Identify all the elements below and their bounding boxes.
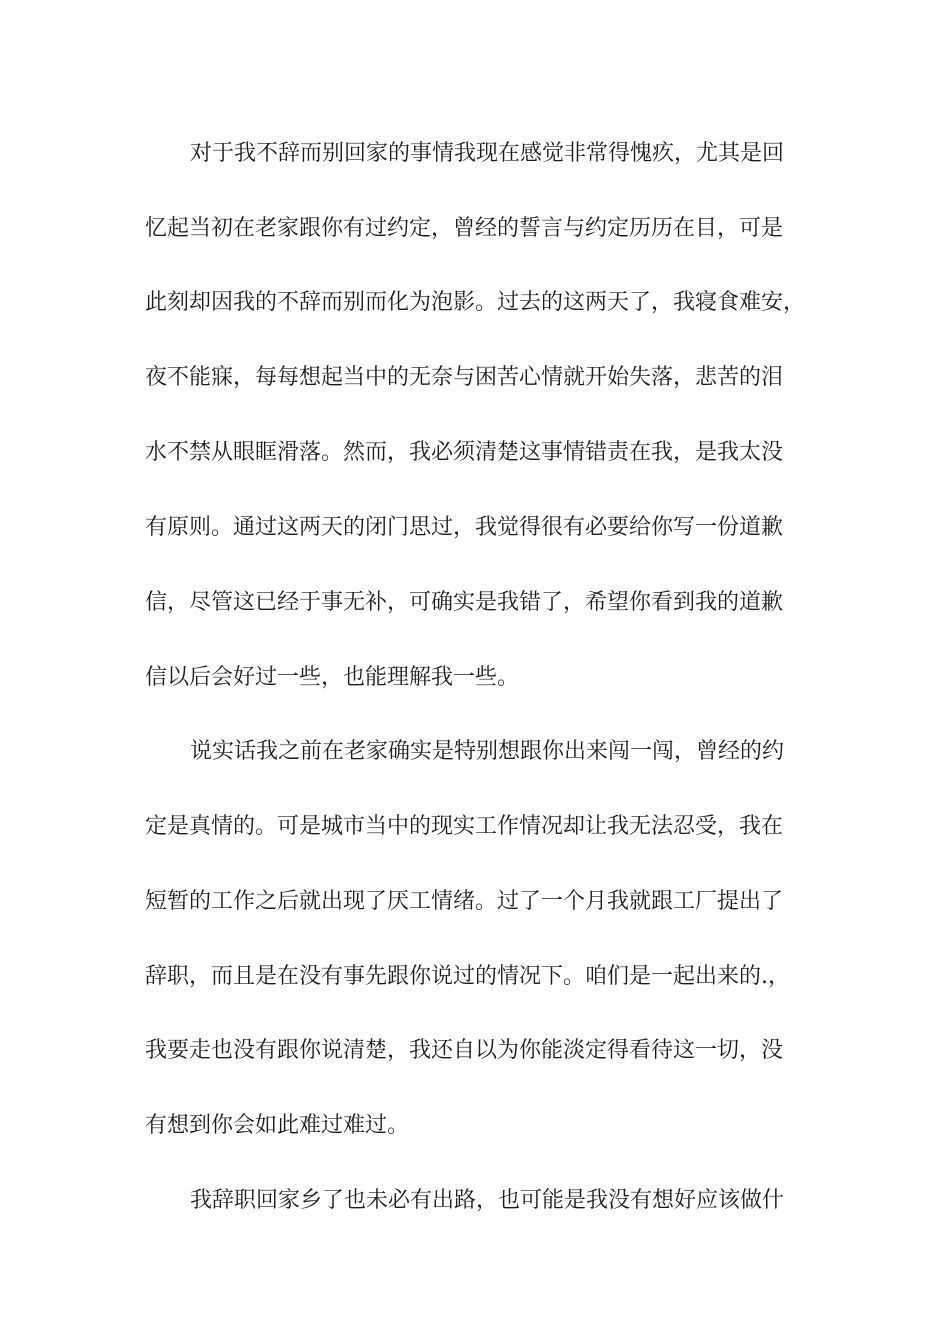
- paragraph-1-line-6: 有原则。通过这两天的闭门思过，我觉得很有必要给你写一份道歉: [145, 515, 784, 540]
- paragraph-1-line-7: 信，尽管这已经于事无补，可确实是我错了，希望你看到我的道歉: [145, 590, 784, 615]
- paragraph-1-line-5: 水不禁从眼眶滑落。然而，我必须清楚这事情错责在我，是我太没: [145, 440, 784, 465]
- paragraph-2-line-5: 我要走也没有跟你说清楚，我还自以为你能淡定得看待这一切，没: [145, 1038, 784, 1063]
- paragraph-1-line-8: 信以后会好过一些，也能理解我一些。: [145, 665, 520, 690]
- paragraph-1-line-3: 此刻却因我的不辞而别而化为泡影。过去的这两天了，我寝食难安，: [145, 290, 806, 315]
- paragraph-2-line-4: 辞职，而且是在没有事先跟你说过的情况下。咱们是一起出来的.，: [145, 964, 790, 989]
- paragraph-1-line-4: 夜不能寐，每每想起当中的无奈与困苦心情就开始失落，悲苦的泪: [145, 365, 784, 390]
- paragraph-2-line-6: 有想到你会如此难过难过。: [145, 1113, 410, 1138]
- paragraph-3-line-1: 我辞职回家乡了也未必有出路，也可能是我没有想好应该做什: [190, 1188, 785, 1213]
- paragraph-1-line-1: 对于我不辞而别回家的事情我现在感觉非常得愧疚，尤其是回: [190, 141, 785, 166]
- paragraph-1-line-2: 忆起当初在老家跟你有过约定，曾经的誓言与约定历历在目，可是: [145, 216, 784, 241]
- paragraph-2-line-3: 短暂的工作之后就出现了厌工情绪。过了一个月我就跟工厂提出了: [145, 889, 784, 914]
- paragraph-2-line-1: 说实话我之前在老家确实是特别想跟你出来闯一闯，曾经的约: [190, 739, 785, 764]
- paragraph-2-line-2: 定是真情的。可是城市当中的现实工作情况却让我无法忍受，我在: [145, 814, 784, 839]
